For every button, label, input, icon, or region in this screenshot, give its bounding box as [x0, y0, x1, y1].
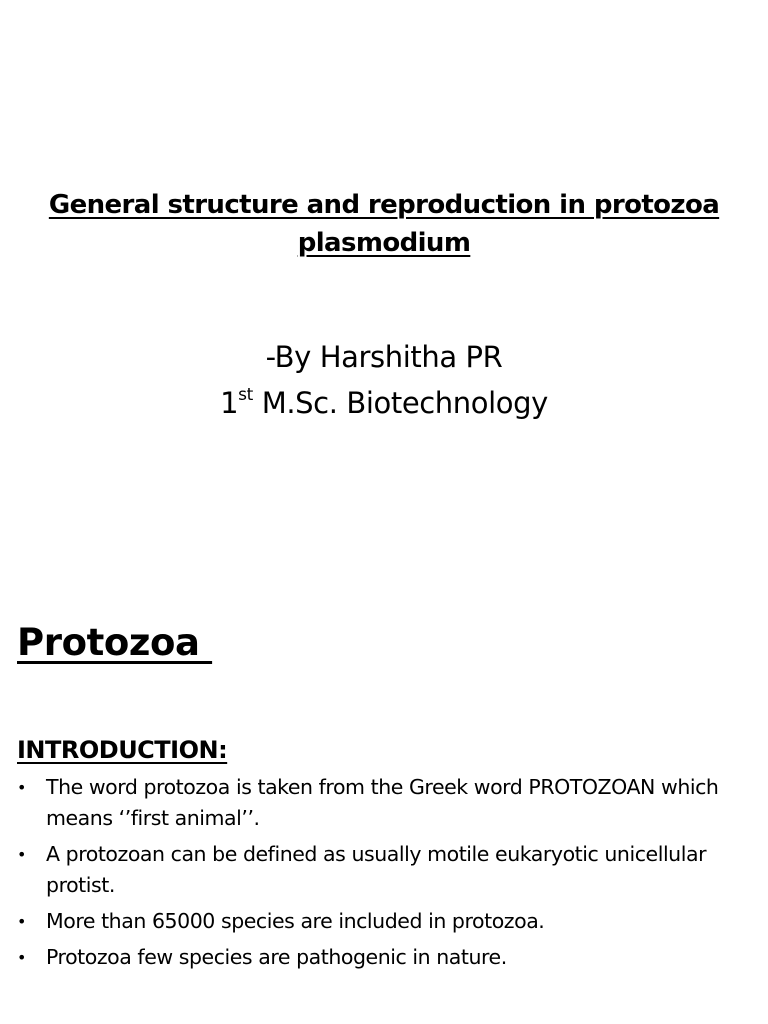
course-number: 1	[220, 386, 239, 420]
author-name: -By Harshitha PR	[265, 340, 503, 374]
course-title: M.Sc. Biotechnology	[252, 386, 548, 420]
presentation-title	[40, 186, 728, 262]
author-block	[0, 334, 768, 426]
section-heading: Protozoa	[17, 621, 213, 664]
bullet-icon: •	[17, 845, 26, 864]
course-ordinal-superscript: st	[238, 385, 253, 405]
bullet-text: Protozoa few species are pathogenic in nature.	[46, 945, 507, 969]
introduction-subheading: INTRODUCTION:	[17, 736, 228, 764]
bullet-text: The word protozoa is taken from the Greek word PROTOZOAN which means ‘’first animal’’.	[46, 775, 719, 830]
presentation-title-line-2: plasmodium	[297, 228, 471, 258]
list-item	[17, 906, 737, 937]
introduction-slide	[0, 576, 768, 1024]
list-item	[17, 772, 737, 834]
bullet-text: More than 65000 species are included in protozoa.	[46, 909, 545, 933]
course-name	[0, 380, 768, 426]
bullet-icon: •	[17, 778, 26, 797]
bullet-list	[17, 772, 737, 978]
bullet-text: A protozoan can be defined as usually motile eukaryotic unicellular protist.	[46, 842, 707, 897]
list-item	[17, 839, 737, 901]
presentation-title-line-1: General structure and reproduction in protozoa	[48, 190, 720, 220]
bullet-icon: •	[17, 912, 26, 931]
list-item	[17, 942, 737, 973]
bullet-icon: •	[17, 948, 26, 967]
